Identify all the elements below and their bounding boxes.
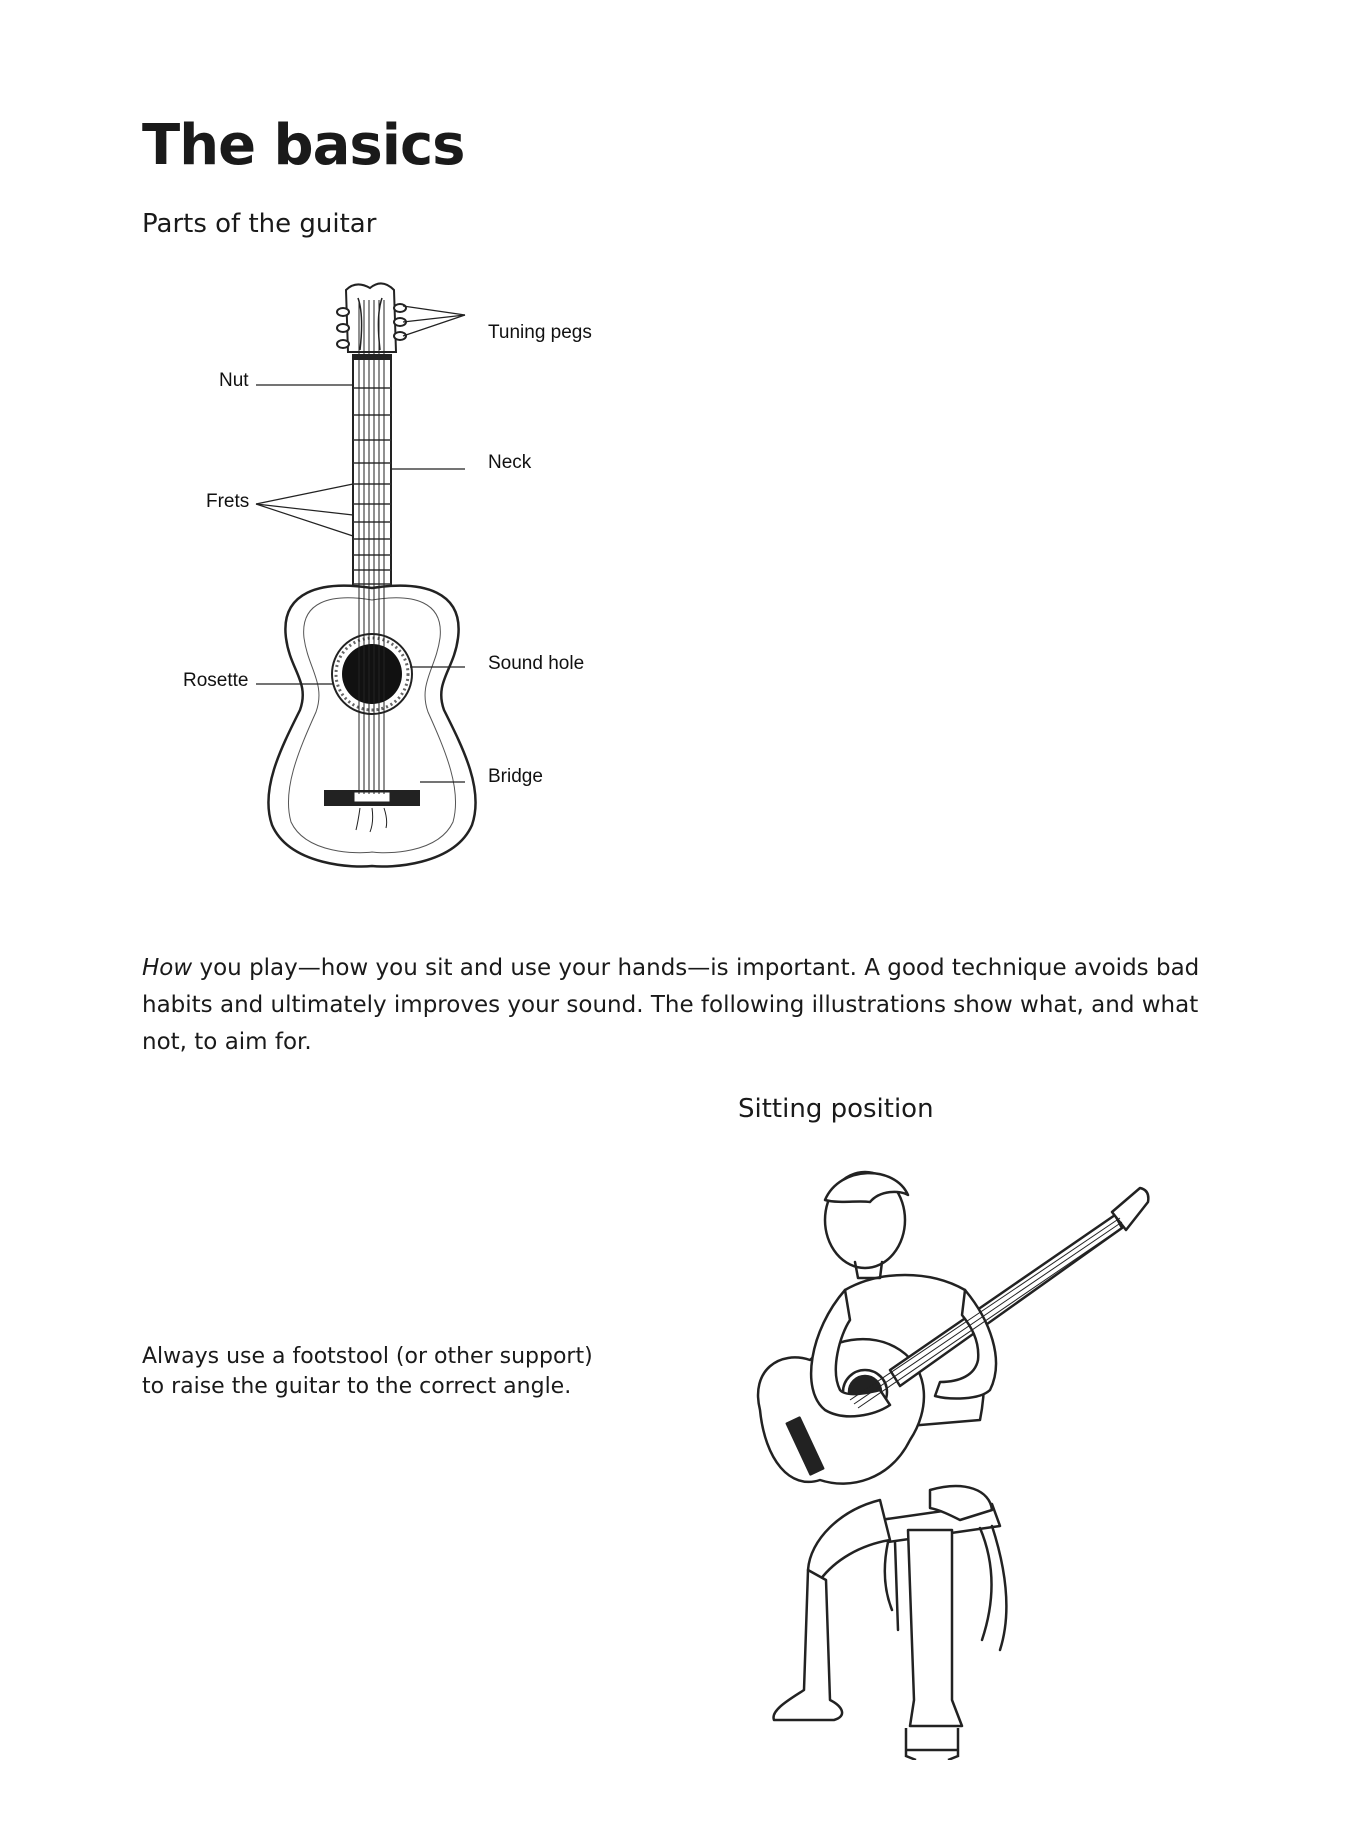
intro-text: you play—how you sit and use your hands—is important. A good technique avoids bad habits and ultimately improves your sound. The following illustrations show what, and what not, to aim for. [142, 955, 1200, 1055]
headstock [346, 283, 396, 352]
left-leg [808, 1500, 890, 1580]
section-heading-sitting: Sitting position [738, 1094, 934, 1124]
intro-paragraph [142, 950, 1242, 1061]
label-frets: Frets [206, 491, 250, 512]
sound-hole [342, 644, 402, 704]
label-nut: Nut [219, 370, 249, 391]
label-tuning-pegs: Tuning pegs [488, 322, 592, 343]
right-boot [908, 1530, 962, 1726]
intro-emphasis: How [142, 955, 193, 981]
label-bridge: Bridge [488, 766, 543, 787]
section-heading-parts: Parts of the guitar [142, 209, 377, 239]
footstool [906, 1728, 958, 1760]
label-rosette: Rosette [183, 670, 249, 691]
guitar-parts-diagram [160, 270, 640, 870]
label-sound-hole: Sound hole [488, 653, 585, 674]
page-title: The basics [142, 113, 465, 178]
sitting-position-illustration [730, 1160, 1150, 1760]
label-neck: Neck [488, 452, 532, 473]
footstool-note: Always use a footstool (or other support) to raise the guitar to the correct angle. [142, 1344, 593, 1399]
left-boot [774, 1570, 843, 1720]
